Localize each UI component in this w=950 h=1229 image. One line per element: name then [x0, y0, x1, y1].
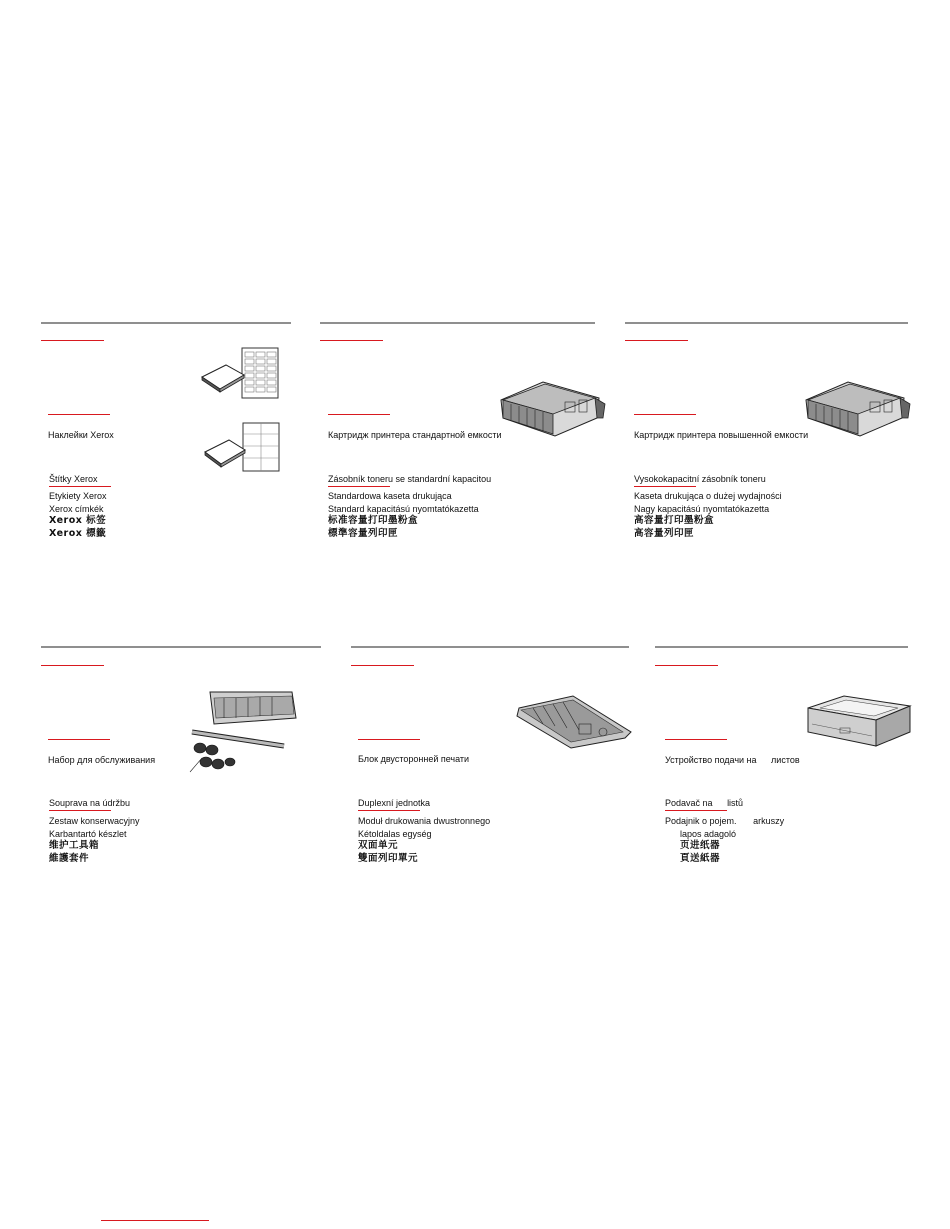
toner-cartridge-illustration: [495, 378, 607, 438]
section-divider: [41, 322, 291, 324]
translation-line: 双面单元: [358, 840, 399, 851]
translation-line: Xerox 标签: [49, 515, 107, 526]
subtitle-part: listů: [727, 798, 744, 808]
translation-list: [665, 815, 784, 865]
translation-list: [49, 490, 107, 540]
line-part: arkuszy: [753, 816, 785, 826]
item-subtitle: Štítky Xerox: [49, 474, 98, 484]
translation-line: 維護套件: [49, 852, 90, 864]
paper-tray-illustration: [804, 690, 914, 750]
translation-line: Etykiety Xerox: [49, 491, 107, 501]
toner-cartridge-illustration: [800, 378, 912, 438]
item-accent-line: [48, 414, 110, 415]
lead-part: листов: [771, 755, 800, 765]
item-lead-label: Картридж принтера повышенной емкости: [634, 430, 809, 440]
translation-line: Karbantartó készlet: [49, 828, 127, 839]
translation-line: Nagy kapacitású nyomtatókazetta: [634, 503, 770, 514]
item-accent-line: [358, 739, 420, 740]
section-divider: [351, 646, 629, 648]
item-accent-line: [328, 486, 390, 487]
translation-line: lapos adagoló: [680, 828, 737, 839]
labels-sheet-illustration: [200, 347, 282, 401]
item-lead-label: [665, 755, 800, 765]
item-accent-line: [634, 414, 696, 415]
item-accent-line: [49, 810, 111, 811]
item-accent-line: [634, 486, 696, 487]
translation-list: [49, 815, 140, 865]
section-accent-line: [320, 340, 383, 341]
item-lead-label: Картридж принтера стандартной емкости: [328, 430, 502, 440]
translation-line: Standard kapacitású nyomtatókazetta: [328, 503, 479, 514]
translation-list: [328, 490, 479, 540]
translation-list: [358, 815, 490, 865]
lead-part: Устройство подачи на: [665, 755, 757, 765]
section-divider: [320, 322, 595, 324]
translation-line: Xerox 標籤: [49, 527, 107, 539]
item-lead-label: Наклейки Xerox: [48, 430, 114, 440]
translation-line: 页进纸器: [680, 840, 721, 851]
translation-line: 维护工具箱: [49, 840, 100, 851]
section-accent-line: [41, 340, 104, 341]
translation-line: Moduł drukowania dwustronnego: [358, 816, 491, 826]
translation-line: 高容量列印匣: [634, 527, 695, 539]
translation-line: Zestaw konserwacyjny: [49, 816, 140, 826]
item-accent-line: [665, 739, 727, 740]
section-divider: [625, 322, 908, 324]
item-accent-line: [358, 810, 420, 811]
item-subtitle: Vysokokapacitní zásobník toneru: [634, 474, 766, 484]
translation-line: Standardowa kaseta drukująca: [328, 491, 452, 501]
translation-line: 頁送紙器: [680, 852, 721, 864]
duplex-unit-illustration: [513, 694, 635, 750]
section-divider: [41, 646, 321, 648]
translation-list: [634, 490, 782, 540]
maintenance-kit-illustration: [188, 688, 300, 774]
section-accent-line: [625, 340, 688, 341]
translation-line: Kétoldalas egység: [358, 828, 432, 839]
section-accent-line: [41, 665, 104, 666]
translation-line: 雙面列印單元: [358, 852, 419, 864]
item-accent-line: [665, 810, 727, 811]
labels-sheet-illustration: [203, 420, 283, 474]
item-subtitle: Zásobník toneru se standardní kapacitou: [328, 474, 492, 484]
translation-line: 標準容量列印匣: [328, 527, 399, 539]
section-accent-line: [351, 665, 414, 666]
translation-line: Xerox címkék: [49, 503, 104, 514]
item-subtitle: [665, 798, 743, 808]
item-accent-line: [48, 739, 110, 740]
item-lead-label: Набор для обслуживания: [48, 755, 156, 765]
page-footer-accent-line: [101, 1220, 209, 1221]
translation-line: 标准容量打印墨粉盒: [328, 515, 419, 526]
item-lead-label: Блок двусторонней печати: [358, 754, 470, 764]
translation-line: 高容量打印墨粉盒: [634, 515, 715, 526]
subtitle-part: Podavač na: [665, 798, 713, 808]
item-accent-line: [49, 486, 111, 487]
item-subtitle: Souprava na údržbu: [49, 798, 131, 808]
translation-line: [665, 815, 784, 828]
item-accent-line: [328, 414, 390, 415]
line-part: Podajnik o pojem.: [665, 816, 737, 826]
item-subtitle: Duplexní jednotka: [358, 798, 431, 808]
translation-line: Kaseta drukująca o dużej wydajności: [634, 491, 782, 501]
section-divider: [655, 646, 908, 648]
section-accent-line: [655, 665, 718, 666]
